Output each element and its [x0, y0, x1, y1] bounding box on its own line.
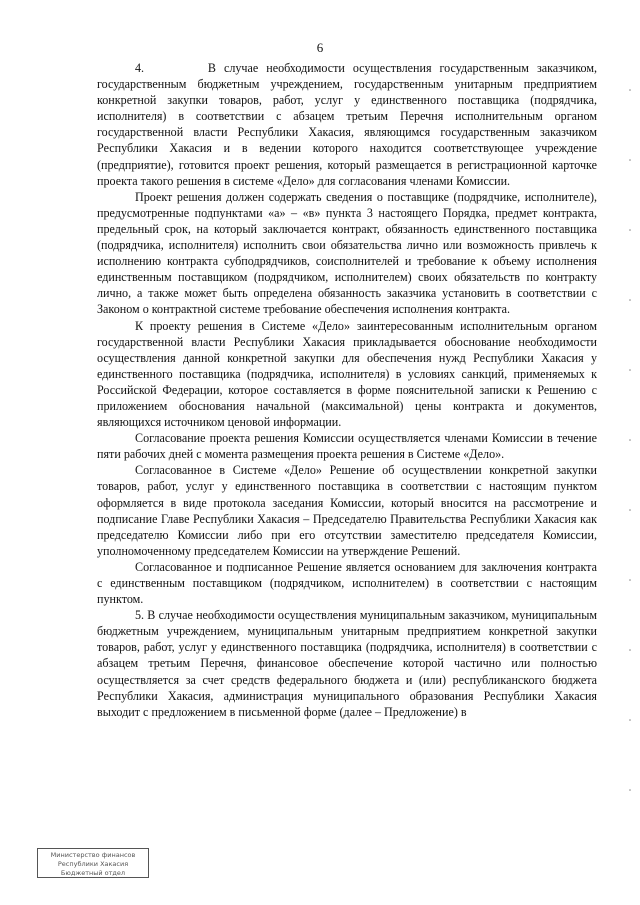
stamp-line: Республики Хакасия [57, 860, 129, 868]
paragraph-protocol: Согласованное в Системе «Дело» Решение об осуществлении конкретной закупки товаров, работ, услуг у единственного поставщика в соответствии с настоящим пунктом оформляется в виде протокола заседания Комиссии, который вносится на рассмотрение и подписание Главе Республики Хакасия – Председателю Правительства Республики Хакасия как председателю Комиссии либо при его отсутствии заместителю председателя Комиссии, уполномоченному председателем Комиссии на утверждение Решений. [97, 463, 597, 558]
paragraph-justification: К проекту решения в Системе «Дело» заинтересованным исполнительным органом государственной власти Республики Хакасия прикладывается обоснование необходимости осуществления данной конкретной закупки для обеспечения нужд Республики Хакасия у единственного поставщика (подрядчика, исполнителя) в условиях санкций, применяемых к Российской Федерации, которое составляется в форме пояснительной записки к Решению с приложением обоснования начальной (максимальной) цены контракта и документов, являющихся источником ценовой информации. [97, 318, 597, 430]
paragraph-item-4: 4. В случае необходимости осуществления государственным заказчиком, государственным бюджетным учреждением, государственным унитарным предприятием конкретной закупки товаров, работ, услуг у единственного поставщика (подрядчика, исполнителя) в соответствии с абзацем третьим Перечня исполнительным органом государственной власти Республики Хакасия, являющимся государственным заказчиком Республики Хакасия и в ведении которого находится соответствующее учреждение (предприятие), готовится проект решения, который размещается в регистрационной карточке проекта такого решения в системе «Дело» для согласования членами Комиссии. [97, 61, 597, 188]
registration-stamp [37, 848, 149, 878]
document-body [97, 60, 597, 720]
paragraph-contract-basis: Согласованное и подписанное Решение является основанием для заключения контракта с единственным поставщиком (подрядчиком, исполнителем) в соответствии с настоящим пунктом. [97, 559, 597, 607]
paragraph-item-5: 5. В случае необходимости осуществления муниципальным заказчиком, муниципальным бюджетным учреждением, муниципальным унитарным предприятием конкретной закупки товаров, работ, услуг у единственного поставщика (подрядчика, исполнителя) в соответствии с абзацем третьим Перечня, финансовое обеспечение которой частично или полностью осуществляется за счет средств федерального бюджета и (или) республиканского бюджета Республики Хакасия, администрация муниципального образования Республики Хакасия выходит с предложением в письменной форме (далее – Предложение) в [97, 608, 597, 719]
page-number: 6 [316, 40, 324, 55]
stamp-line: Бюджетный отдел [60, 869, 126, 877]
paragraph-draft-contents: Проект решения должен содержать сведения о поставщике (подрядчике, исполнителе), предусмотренные подпунктами «а» – «в» пункта 3 настоящего Порядка, предмет контракта, предельный срок, на который заключается контракт, обязанность единственного поставщика (подрядчика, исполнителя) исполнить свои обязательства лично или возможность привлечь к исполнению контракта субподрядчиков, соисполнителей и требование к объему исполнения единственным поставщиком (подрядчиком, исполнителем) своих обязательств по контракту лично, а также может быть определена обязанность заказчика установить в соответствии с Законом о контрактной системе требование обеспечения исполнения контракта. [97, 189, 597, 317]
scan-edge-dots [628, 0, 632, 905]
stamp-line: Министерство финансов [50, 851, 136, 859]
paragraph-approval-term: Согласование проекта решения Комиссии осуществляется членами Комиссии в течение пяти рабочих дней с момента размещения проекта решения в Системе «Дело». [97, 431, 597, 462]
